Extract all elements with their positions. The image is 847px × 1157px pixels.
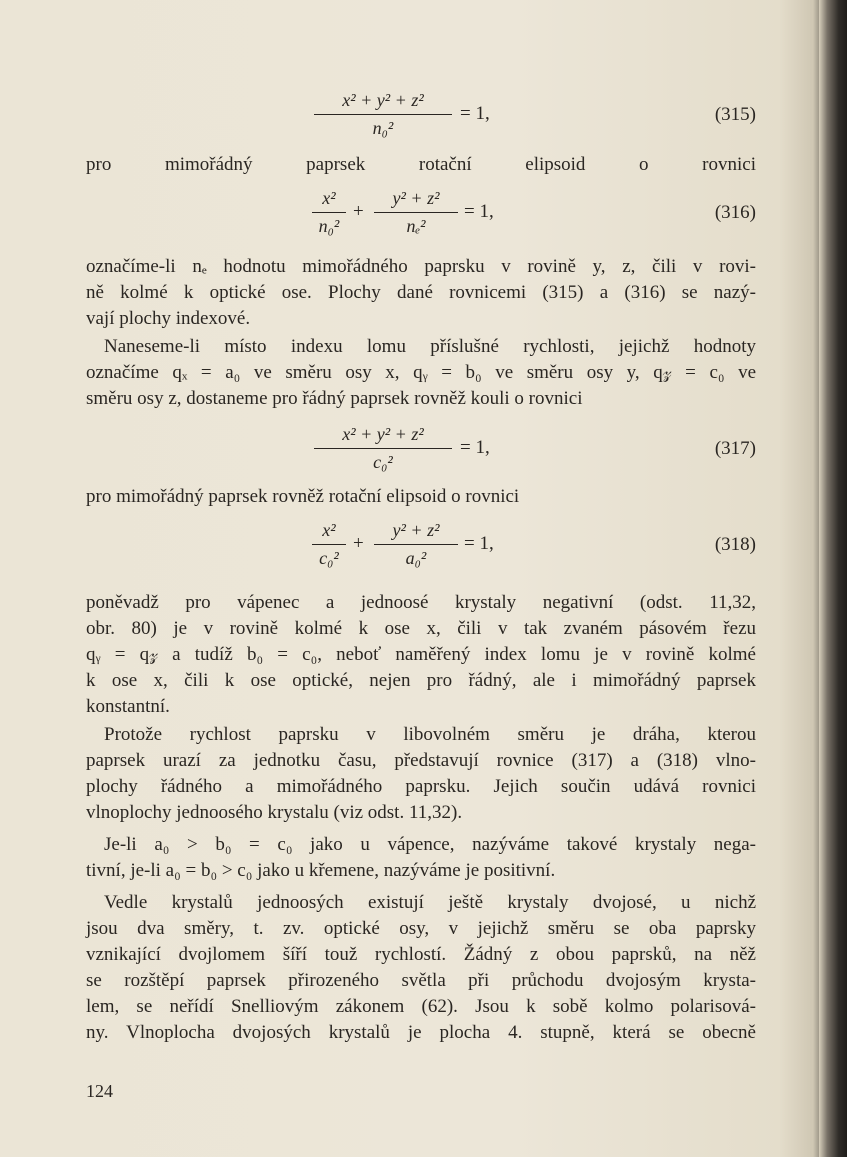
- eq318-rhs: = 1,: [464, 533, 494, 554]
- text-line-22: vznikající dvojlomem šíří touž rychlostí. Žádný z obou paprsků, na něž: [86, 944, 756, 965]
- eq318-term1-numerator: x²: [322, 520, 336, 540]
- eq318-term1: [312, 518, 346, 571]
- eq315-number: (315): [714, 104, 756, 125]
- text-line-25: ny. Vlnoplocha dvojosých krystalů je plocha 4. stupně, která se obecně: [86, 1022, 756, 1043]
- text-line-16: plochy řádného a mimořádného paprsku. Jejich součin udává rovnici: [86, 776, 756, 797]
- text-line-4: vají plochy indexové.: [86, 308, 251, 329]
- equation-316: [86, 186, 756, 246]
- eq316-rhs: = 1,: [464, 201, 494, 222]
- text-line-5: Naneseme-li místo indexu lomu příslušné rychlosti, jejichž hodnoty: [104, 336, 756, 357]
- eq316-plus: +: [353, 201, 364, 222]
- text-line-12: k ose x, čili k ose optické, nejen pro řádný, ale i mimořádný paprsek: [86, 670, 756, 691]
- eq317-fraction: [314, 422, 452, 475]
- eq316-term2-numerator: y² + z²: [392, 188, 440, 208]
- text-line-15: paprsek urazí za jednotku času, představují rovnice (317) a (318) vlno-: [86, 750, 756, 771]
- text-line-24: lem, se neřídí Snelliovým zákonem (62). Jsou k sobě kolmo polarisová-: [86, 996, 756, 1017]
- eq318-term1-denominator: c₀²: [319, 548, 339, 569]
- equation-315: [86, 88, 756, 148]
- page-number: 124: [86, 1081, 113, 1101]
- equation-317: [86, 422, 756, 482]
- text-line-21: jsou dva směry, t. zv. optické osy, v jejichž směru se oba paprsky: [86, 918, 756, 939]
- eq317-number: (317): [714, 438, 756, 459]
- eq315-denominator: n₀²: [372, 118, 394, 139]
- eq316-number: (316): [714, 202, 756, 223]
- eq318-number: (318): [714, 534, 756, 555]
- eq316-term1-numerator: x²: [322, 188, 336, 208]
- text-line-7: směru osy z, dostaneme pro řádný paprsek rovněž kouli o rovnici: [86, 388, 583, 409]
- text-line-3: ně kolmé k optické ose. Plochy dané rovnicemi (315) a (316) se nazý-: [86, 282, 756, 303]
- eq318-term2-denominator: a₀²: [405, 548, 427, 569]
- text-line-13: konstantní.: [86, 696, 170, 717]
- eq316-term1-denominator: n₀²: [318, 216, 340, 237]
- text-line-11: qᵧ = q𝓏 a tudíž b₀ = c₀, neboť naměřený index lomu je v rovině kolmé: [86, 644, 756, 665]
- text-line-10: obr. 80) je v rovině kolmé k ose x, čili v tak zvaném pásovém řezu: [86, 618, 756, 639]
- eq317-rhs: = 1,: [460, 437, 490, 458]
- eq315-fraction: [314, 88, 452, 141]
- eq316-term2-denominator: nₑ²: [406, 216, 426, 237]
- text-line-18: Je-li a₀ > b₀ = c₀ jako u vápence, nazýváme takové krystaly nega-: [104, 834, 756, 855]
- text-line-20: Vedle krystalů jednoosých existují ještě krystaly dvojosé, u nichž: [104, 892, 756, 913]
- eq318-term2-numerator: y² + z²: [392, 520, 440, 540]
- text-line-14: Protože rychlost paprsku v libovolném směru je dráha, kterou: [104, 724, 756, 745]
- text-line-17: vlnoplochy jednoosého krystalu (viz odst. 11,32).: [86, 802, 463, 823]
- text-line-6: označíme qₓ = a₀ ve směru osy x, qᵧ = b₀ ve směru osy y, q𝓏 = c₀ ve: [86, 362, 756, 383]
- eq317-numerator: x² + y² + z²: [342, 424, 424, 444]
- text-line-9: poněvadž pro vápenec a jednoosé krystaly negativní (odst. 11,32,: [86, 592, 756, 613]
- text-line-19: tivní, je-li a₀ = b₀ > c₀ jako u křemene, nazýváme je positivní.: [86, 860, 556, 881]
- eq316-term2: [374, 186, 458, 239]
- text-line-8: pro mimořádný paprsek rovněž rotační elipsoid o rovnici: [86, 486, 520, 507]
- eq318-term2: [374, 518, 458, 571]
- text-line-23: se rozštěpí paprsek přirozeného světla při průchodu dvojosým krysta-: [86, 970, 756, 991]
- eq315-rhs: = 1,: [460, 103, 490, 124]
- eq316-term1: [312, 186, 346, 239]
- equation-318: [86, 518, 756, 578]
- book-spine-shadow: [819, 0, 847, 1157]
- text-line-1: pro mimořádný paprsek rotační elipsoid o rovnici: [86, 154, 756, 175]
- eq315-numerator: x² + y² + z²: [342, 90, 424, 110]
- eq317-denominator: c₀²: [373, 452, 393, 473]
- text-line-2: označíme-li nₑ hodnotu mimořádného paprsku v rovině y, z, čili v rovi-: [86, 256, 756, 277]
- eq318-plus: +: [353, 533, 364, 554]
